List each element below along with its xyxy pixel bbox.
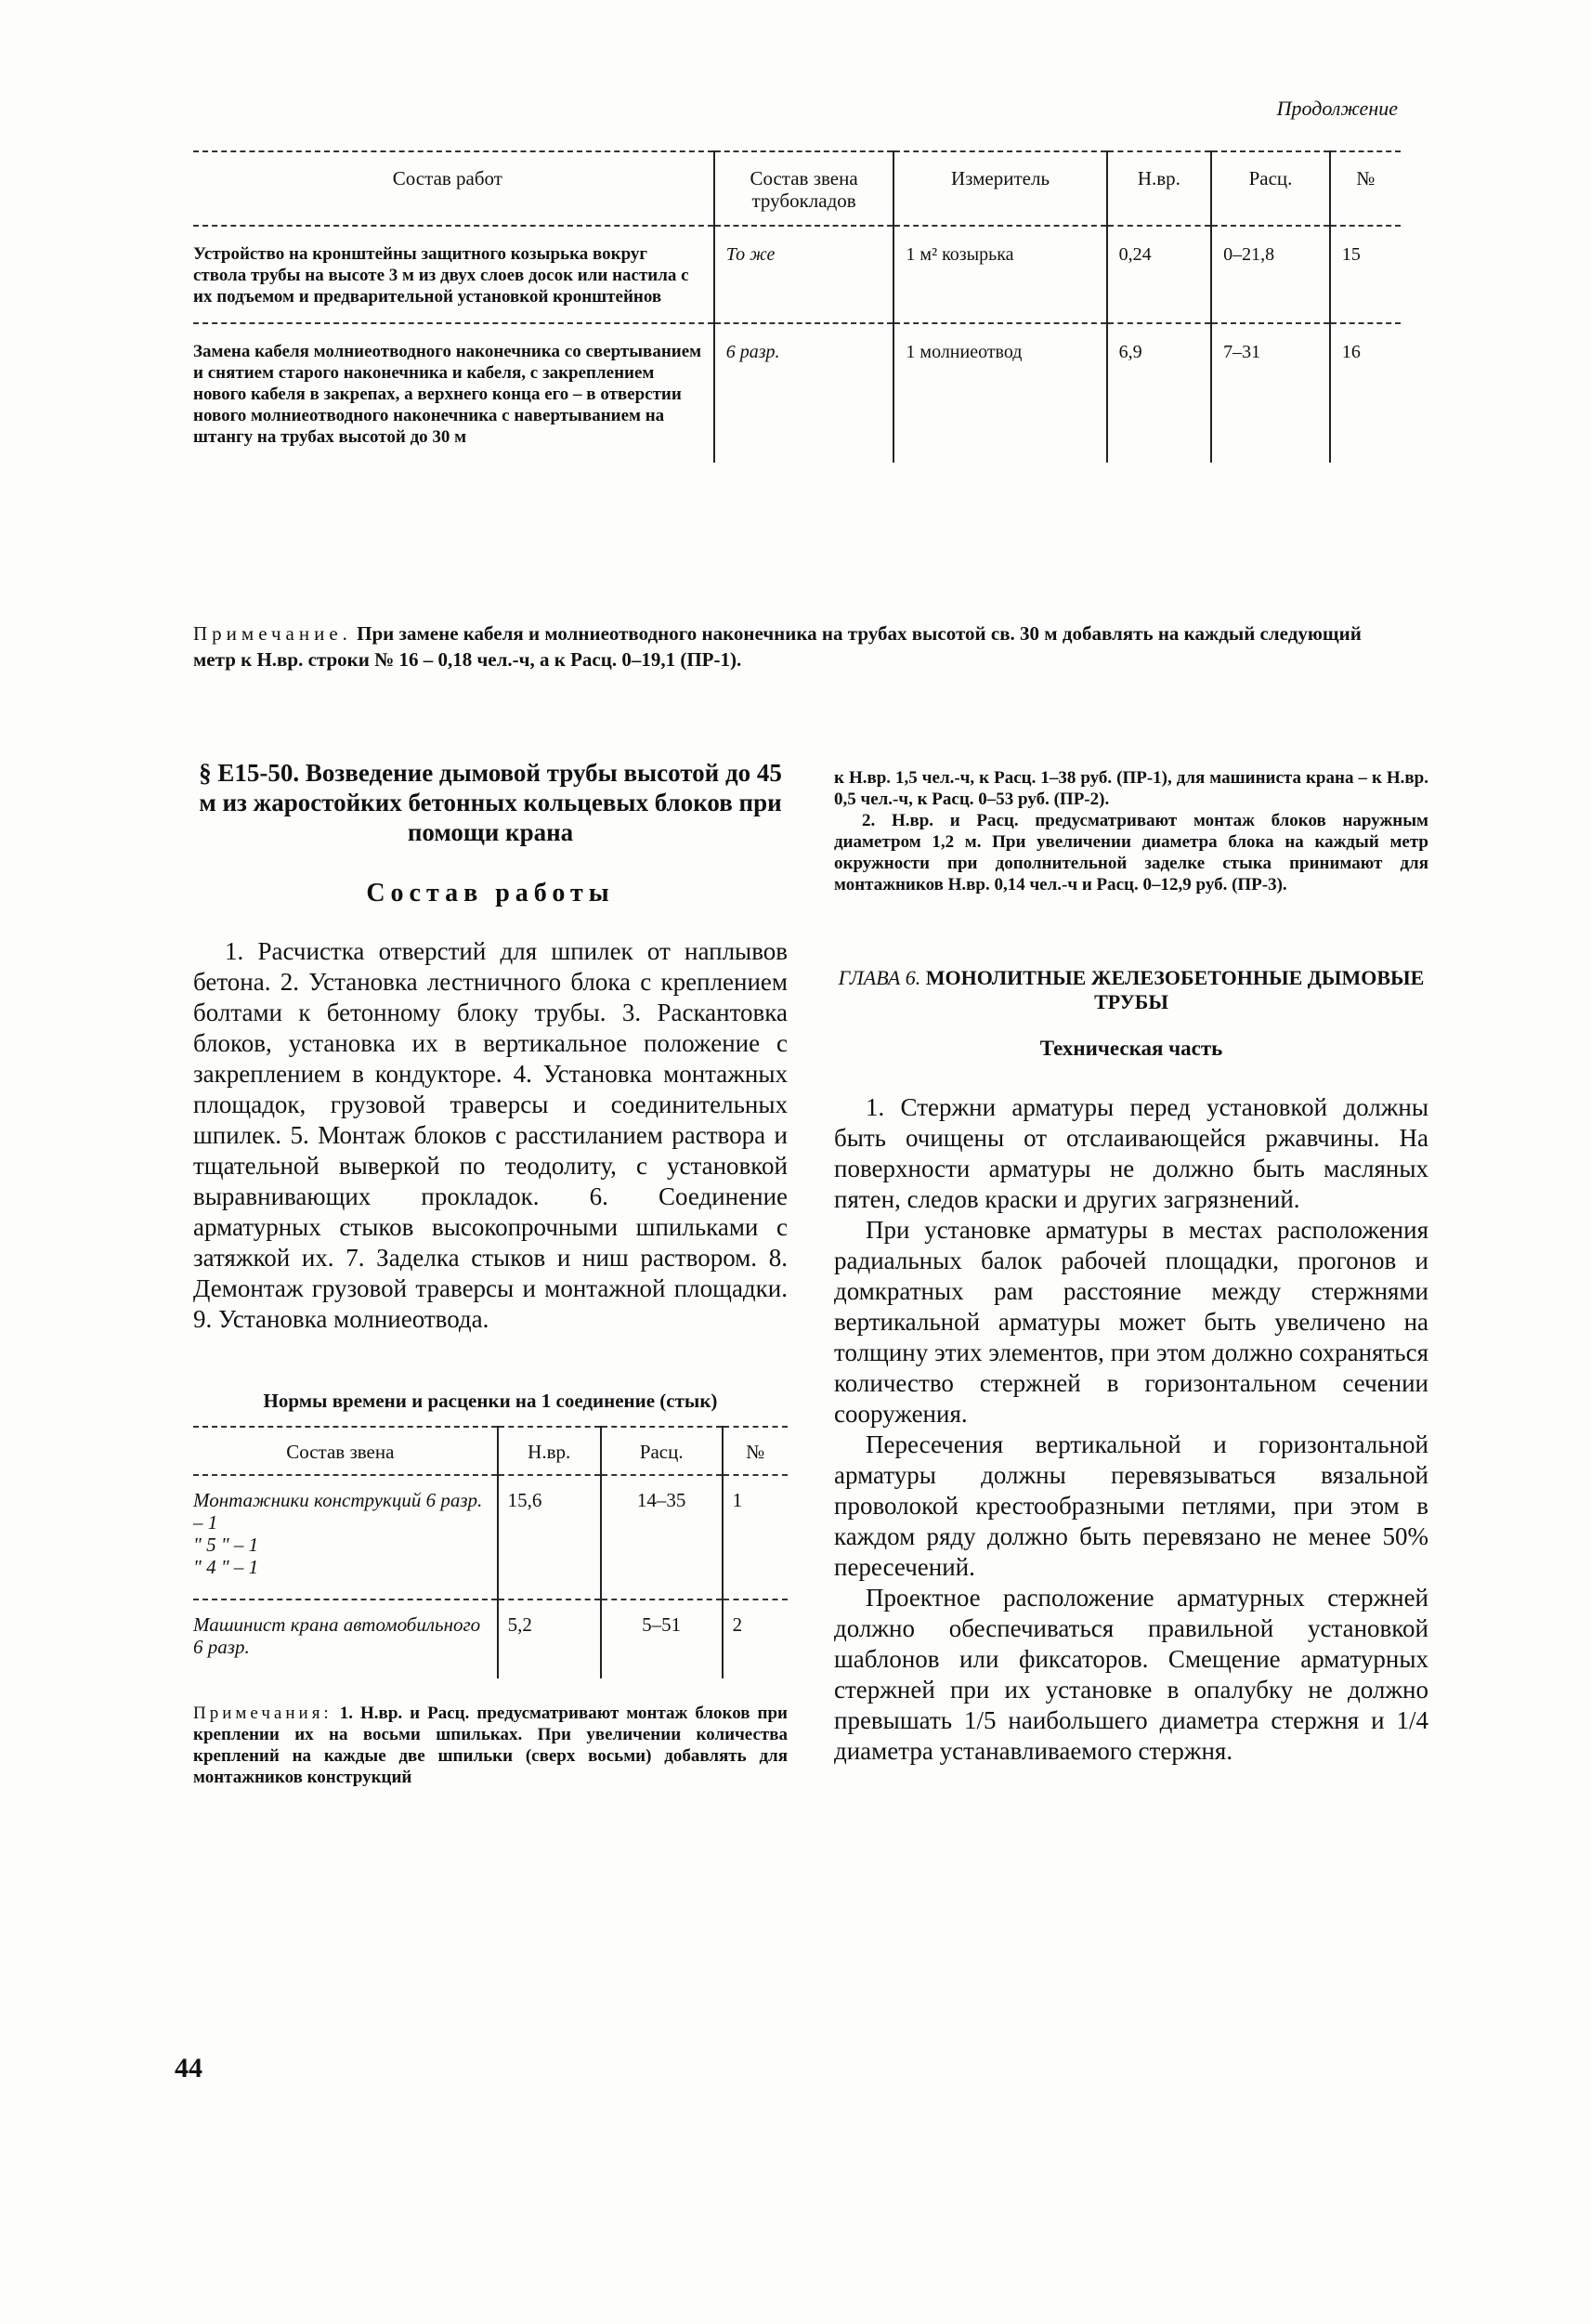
cell-rate: 7–31 bbox=[1211, 323, 1330, 463]
work-norms-table bbox=[193, 150, 1401, 463]
cell-measure: 1 молниеотвод bbox=[893, 323, 1106, 463]
chapter-title: МОНОЛИТНЫЕ ЖЕЛЕЗОБЕТОННЫЕ ДЫМОВЫЕ ТРУБЫ bbox=[925, 966, 1425, 1013]
paragraph: Пересечения вертикальной и горизонтальной арматуры должны перевязываться вязальной проволокой крестообразными петлями, при этом в каждом ряду должно быть перевязано не менее 50% пересечений. bbox=[834, 1430, 1428, 1581]
norms-cell-hvr: 5,2 bbox=[498, 1599, 601, 1678]
norms-cell-no: 2 bbox=[723, 1599, 788, 1678]
norms-header-crew: Состав звена bbox=[286, 1441, 395, 1463]
crew-line: Монтажники конструкций 6 разр. – 1 bbox=[193, 1489, 483, 1534]
cell-work: Замена кабеля молниеотводного наконечника со свертыванием и снятием старого наконечника и кабеля, с закреплением нового кабеля в закрепах, а верхнего конца его – в отверстии нового молниеотводного наконечника с навертыванием на штангу на трубах высотой до 30 м bbox=[193, 342, 702, 447]
note-label: Примечание. bbox=[193, 622, 352, 645]
header-work: Состав работ bbox=[392, 167, 502, 189]
cell-rate: 0–21,8 bbox=[1211, 226, 1330, 323]
norms-cell-hvr: 15,6 bbox=[498, 1475, 601, 1599]
crew-line: " 4 " – 1 bbox=[193, 1556, 259, 1578]
norms-cell-rate: 5–51 bbox=[601, 1599, 723, 1678]
norms-cell-crew bbox=[193, 1475, 498, 1599]
table-row bbox=[193, 1475, 788, 1599]
norms-title: Нормы времени и расценки на 1 соединение (стык) bbox=[263, 1390, 718, 1412]
chapter-heading bbox=[834, 966, 1428, 1014]
cell-hvr: 6,9 bbox=[1107, 323, 1212, 463]
table-row bbox=[193, 323, 1401, 463]
table-note bbox=[193, 620, 1401, 672]
header-crew: Состав звена трубокладов bbox=[714, 151, 894, 226]
left-column bbox=[193, 758, 788, 1788]
norms-header-no: № bbox=[723, 1427, 788, 1475]
work-composition-text: 1. Расчистка отверстий для шпилек от наплывов бетона. 2. Установка лестничного блока с креплением болтами к бетонному блоку трубы. 3. Раскантовка блоков, установка их в вертикальное положение с закреплением в кондукторе. 4. Установка монтажных площадок, грузовой траверсы и соединительных шпилек. 5. Монтаж блоков с расстиланием раствора и тщательной выверкой по теодолиту, с установкой выравнивающих прокладок. 6. Соединение арматурных стыков высокопрочными шпильками с затяжкой их. 7. Заделка стыков и ниш раствором. 8. Демонтаж грузовой траверсы и монтажной площадки. 9. Установка молниеотвода. bbox=[193, 937, 788, 1333]
crew-line: Машинист крана автомобильного 6 разр. bbox=[193, 1613, 481, 1658]
notes-left-text: 1. Н.вр. и Расц. предусматривают монтаж блоков при креплении их на восьми шпильках. При увеличении количества креплений на каждые две шпильки (сверх восьми) добавлять для монтажников конструкций bbox=[193, 1704, 788, 1787]
cell-no: 15 bbox=[1330, 226, 1401, 323]
notes-left bbox=[193, 1703, 788, 1788]
paragraph: При установке арматуры в местах расположения радиальных балок рабочей площадки, прогонов и домкратных рам расстояние между стержнями вертикальной арматуры может быть увеличено на толщину этих элементов, при этом должно сохраняться количество стержней в горизонтальном сечении сооружения. bbox=[834, 1216, 1428, 1428]
norms-header-row bbox=[193, 1427, 788, 1475]
work-composition-title: Состав работы bbox=[366, 879, 615, 907]
cell-crew: 6 разр. bbox=[714, 323, 894, 463]
technical-part-title: Техническая часть bbox=[1039, 1037, 1223, 1060]
notes-right-1: к Н.вр. 1,5 чел.-ч, к Расц. 1–38 руб. (ПР-1), для машиниста крана – к Н.вр. 0,5 чел.-ч, к Расц. 0–53 руб. (ПР-2). bbox=[834, 768, 1428, 809]
cell-work: Устройство на кронштейны защитного козырька вокруг ствола трубы на высоте 3 м из двух слоев досок или настила с их подъемом и предварительной установкой кронштейнов bbox=[193, 244, 689, 307]
notes-right-2: 2. Н.вр. и Расц. предусматривают монтаж блоков наружным диаметром 1,2 м. При увеличении диаметра блока на каждый метр окружности при дополнительной заделке стыка принимают для монтажников Н.вр. 0,14 чел.-ч и Расц. 0–12,9 руб. (ПР-3). bbox=[834, 811, 1428, 894]
cell-no: 16 bbox=[1330, 323, 1401, 463]
table-row bbox=[193, 226, 1401, 323]
crew-line: " 5 " – 1 bbox=[193, 1534, 259, 1556]
header-hvr: Н.вр. bbox=[1107, 151, 1212, 226]
norms-cell-rate: 14–35 bbox=[601, 1475, 723, 1599]
section-title: § Е15-50. Возведение дымовой трубы высотой до 45 м из жаростойких бетонных кольцевых блоков при помощи крана bbox=[199, 759, 782, 846]
table-row bbox=[193, 1599, 788, 1678]
paragraph: 1. Стержни арматуры перед установкой должны быть очищены от отслаивающейся ржавчины. На поверхности арматуры не должно быть масляных пятен, следов краски и других загрязнений. bbox=[834, 1093, 1428, 1213]
paragraph: Проектное расположение арматурных стержней должно обеспечиваться правильной установкой шаблонов или фиксаторов. Смещение арматурных стержней при их установке в опалубку не должно превышать 1/5 наибольшего диаметра стержня и 1/4 диаметра устанавливаемого стержня. bbox=[834, 1584, 1428, 1765]
header-rate: Расц. bbox=[1211, 151, 1330, 226]
cell-hvr: 0,24 bbox=[1107, 226, 1212, 323]
norms-cell-crew bbox=[193, 1599, 498, 1678]
continuation-label: Продолжение bbox=[1276, 97, 1398, 120]
header-measure: Измеритель bbox=[893, 151, 1106, 226]
right-column bbox=[834, 767, 1428, 1767]
chapter-label: ГЛАВА 6. bbox=[838, 966, 921, 989]
page-number: 44 bbox=[175, 2053, 202, 2083]
header-no: № bbox=[1330, 151, 1401, 226]
norms-header-rate: Расц. bbox=[601, 1427, 723, 1475]
notes-label: Примечания: bbox=[193, 1704, 333, 1723]
note-text: При замене кабеля и молниеотводного наконечника на трубах высотой св. 30 м добавлять на каждый следующий метр к Н.вр. строки № 16 – 0,18 чел.-ч, а к Расц. 0–19,1 (ПР-1). bbox=[193, 622, 1362, 671]
cell-measure: 1 м² козырька bbox=[893, 226, 1106, 323]
norms-table bbox=[193, 1426, 788, 1678]
norms-cell-no: 1 bbox=[723, 1475, 788, 1599]
norms-header-hvr: Н.вр. bbox=[498, 1427, 601, 1475]
cell-crew: То же bbox=[714, 226, 894, 323]
table-header-row bbox=[193, 151, 1401, 226]
